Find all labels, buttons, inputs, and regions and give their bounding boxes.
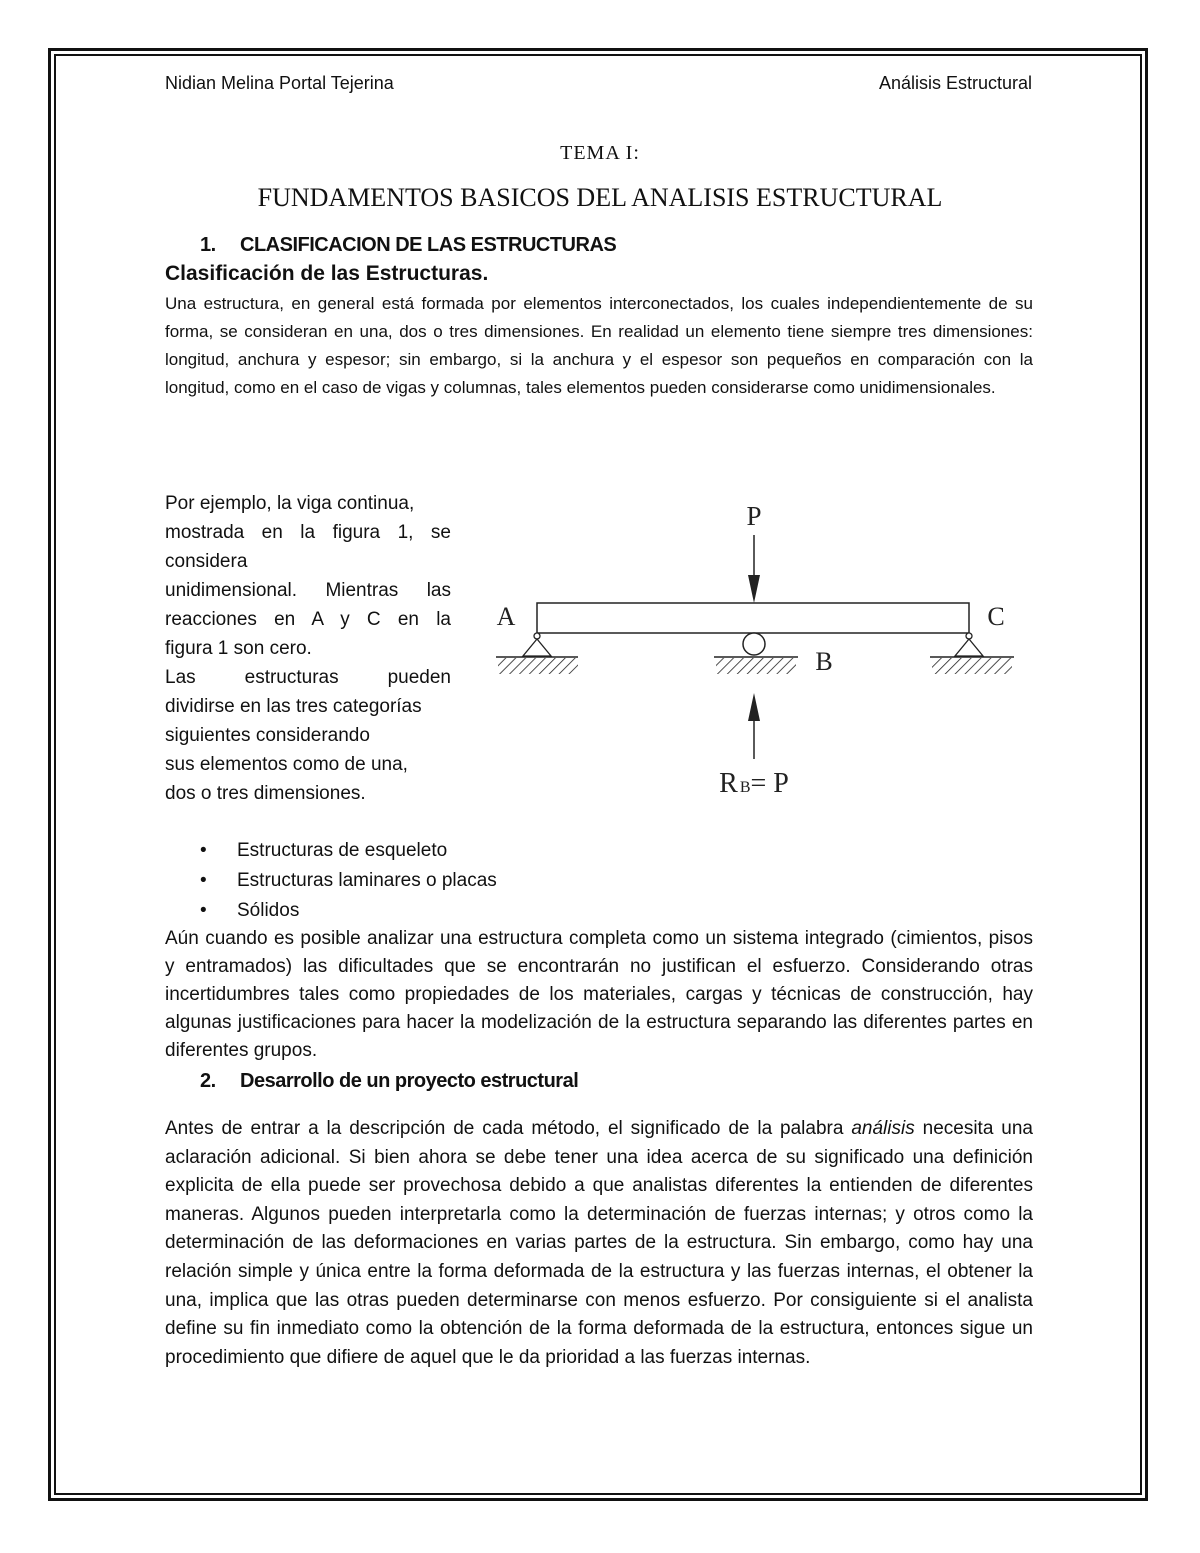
side-line: unidimensional. Mientras las	[165, 580, 451, 601]
subtitle: Clasificación de las Estructuras.	[165, 262, 489, 285]
page-title: FUNDAMENTOS BASICOS DEL ANALISIS ESTRUCTURAL	[257, 183, 943, 212]
support-c	[930, 633, 1014, 674]
side-text	[165, 489, 451, 808]
bullet-list	[200, 836, 497, 926]
side-line: Las estructuras pueden	[165, 667, 451, 688]
paragraph-3-emphasis: análisis	[851, 1118, 915, 1139]
support-a	[496, 633, 578, 674]
side-line: sus elementos como de una,	[165, 754, 408, 775]
support-c-label: C	[987, 602, 1005, 631]
load-arrow	[748, 535, 760, 603]
side-line: dividirse en las tres categorías	[165, 696, 422, 717]
paragraph-3	[165, 1115, 1033, 1372]
beam-figure	[490, 495, 1020, 805]
header-subject: Análisis Estructural	[878, 73, 1032, 93]
load-label: P	[746, 501, 762, 531]
bullet-item: • Estructuras de esqueleto	[200, 836, 497, 866]
bullet-item: • Estructuras laminares o placas	[200, 866, 497, 896]
paragraph-1: Una estructura, en general está formada por elementos interconectados, los cuales independientemente de su forma, se consideran en una, dos o tres dimensiones. En realidad un elemento tiene siempre tres dimensiones: longitud, anchura y espesor; sin embargo, si la anchura y el espesor son pequeños en comparación con la longitud, como en el caso de vigas y columnas, tales elementos pueden considerarse como unidimensionales.	[165, 294, 1033, 397]
section-2-heading	[200, 1070, 578, 1093]
side-line: Por ejemplo, la viga continua,	[165, 493, 415, 514]
reaction-label-main: R	[719, 768, 738, 799]
side-line: reacciones en A y C en la	[165, 609, 451, 630]
section-2-title: Desarrollo de un proyecto estructural	[240, 1070, 579, 1092]
paragraph-3-rest: necesita una aclaración adicional. Si bien ahora se debe tener una idea acerca de su significado una definición explicita de ella puede ser provechosa debido a que analistas diferentes la entienden de diferentes maneras. Algunos pueden interpretarla como la determinación de fuerzas internas; y otros como la determinación de las deformaciones en varias partes de la estructura. Sin embargo, como hay una relación simple y única entre la forma deformada de la estructura y las fuerzas internas, el obtener la una, implica que las otras pueden determinarse con menos esfuerzo. Por consiguiente si el analista define su fin inmediato como la obtención de la forma deformada de la estructura, entonces sigue un procedimiento que difiere de aquel que le da prioridad a las fuerzas internas.	[165, 1118, 1033, 1368]
support-a-label: A	[496, 602, 516, 631]
section-1-title: CLASIFICACION DE LAS ESTRUCTURAS	[240, 234, 617, 256]
paragraph-3-start: Antes de entrar a la descripción de cada método, el significado de la palabra	[165, 1118, 852, 1139]
support-b	[714, 633, 798, 674]
reaction-label-sub: B	[739, 779, 751, 796]
side-line: siguientes considerando	[165, 725, 370, 746]
side-line: considera	[165, 551, 248, 572]
reaction-label	[719, 768, 789, 799]
section-1-number: 1.	[200, 234, 216, 256]
side-line: mostrada en la figura 1, se	[165, 522, 451, 543]
section-2-number: 2.	[200, 1070, 216, 1092]
reaction-arrow	[748, 693, 760, 759]
bullet-item: • Sólidos	[200, 896, 497, 926]
beam	[537, 603, 969, 633]
header-author: Nidian Melina Portal Tejerina	[165, 73, 394, 93]
support-b-label: B	[815, 647, 833, 676]
side-line: figura 1 son cero.	[165, 638, 312, 659]
side-line: dos o tres dimensiones.	[165, 783, 366, 804]
reaction-label-rest: = P	[750, 768, 789, 799]
tema-label: TEMA I:	[560, 142, 640, 164]
paragraph-2: Aún cuando es posible analizar una estructura completa como un sistema integrado (cimientos, pisos y entramados) las dificultades que se encontrarán no justifican el esfuerzo. Considerando otras incertidumbres tales como propiedades de los materiales, cargas y técnicas de construcción, hay algunas justificaciones para hacer la modelización de la estructura separando las diferentes partes en diferentes grupos.	[165, 928, 1033, 1061]
section-1-heading	[200, 234, 616, 257]
